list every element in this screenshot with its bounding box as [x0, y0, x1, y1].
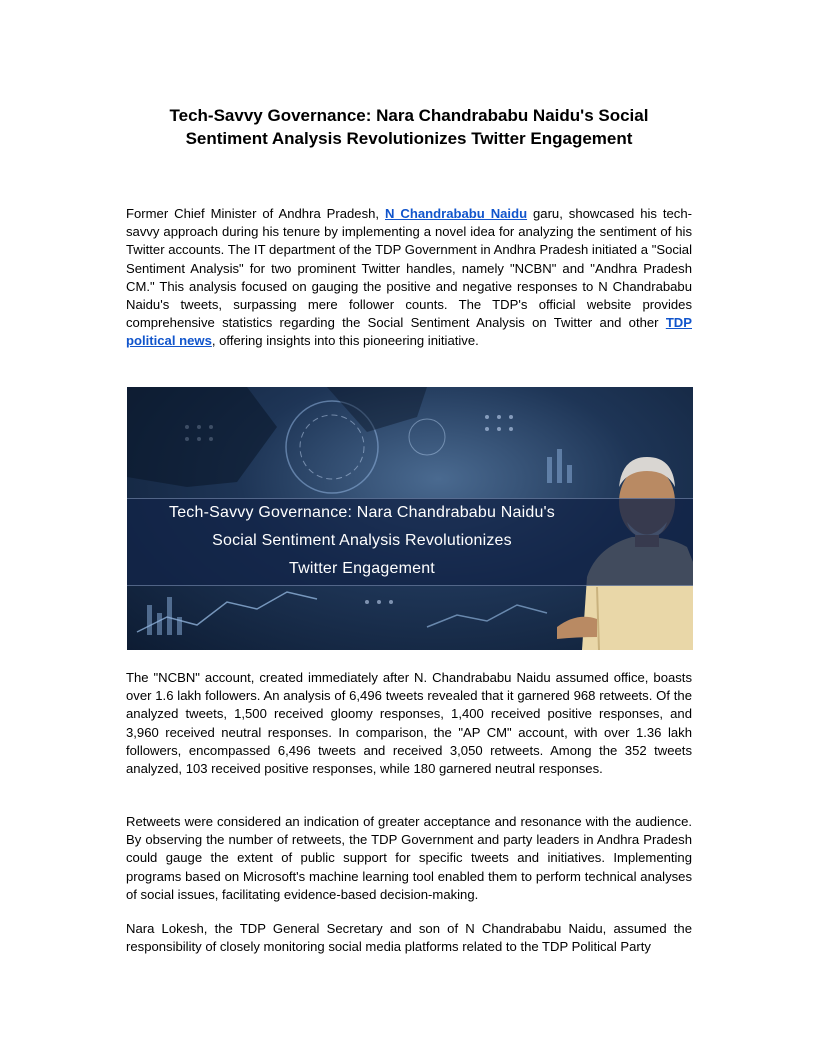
- hand-silhouette: [127, 387, 277, 487]
- title-line-2: Sentiment Analysis Revolutionizes Twitter Engagement: [185, 129, 633, 148]
- chart-line-2: [427, 605, 547, 627]
- naidu-link[interactable]: N Chandrababu Naidu: [385, 206, 528, 221]
- tdp-news-link[interactable]: TDP political news: [126, 315, 692, 349]
- data-ring-5: [409, 419, 445, 455]
- ncbn-account-paragraph: The "NCBN" account, created immediately after N. Chandrababu Naidu assumed office, boasts over 1.6 lakh followers. An analysis of 6,496 tweets revealed that it garnered 968 retweets. Of the analyzed tweets, 1,500 received gloomy responses, 1,400 received positive responses, and 3,960 received neutral responses. In comparison, the "AP CM" account, with over 1.36 lakh followers, encompassed 6,496 tweets and received 3,050 retweets. Among the 352 tweets analyzed, 103 received positive responses, while 180 garnered neutral responses.: [126, 670, 692, 777]
- data-ring-2: [300, 415, 364, 479]
- banner-line-3: Twitter Engagement: [289, 560, 435, 577]
- article-title: [126, 104, 692, 150]
- intro-text-2: garu, showcased his tech-savvy approach during his tenure by implementing a novel idea for analyzing the sentiment of his Twitter accounts. The IT department of the TDP Government in Andhra Pradesh initiated a "Social Sentiment Analysis" for two prominent Twitter handles, namely "NCBN" and "Andhra Pradesh CM." This analysis focused on gauging the positive and negative responses to N Chandrababu Naidu's tweets, surpassing mere follower counts. The TDP's official website provides comprehensive statistics regarding the Social Sentiment Analysis on Twitter and other: [126, 206, 692, 331]
- chart-line-1: [137, 592, 317, 632]
- title-line-1: Tech-Savvy Governance: Nara Chandrababu Naidu's Social: [169, 106, 649, 125]
- article-banner-image: [127, 387, 693, 650]
- intro-text-1: Former Chief Minister of Andhra Pradesh,: [126, 206, 385, 221]
- hand-silhouette-2: [327, 387, 427, 432]
- banner-line-2: Social Sentiment Analysis Revolutionizes: [212, 532, 512, 549]
- intro-paragraph: [126, 205, 692, 351]
- retweets-paragraph: Retweets were considered an indication of greater acceptance and resonance with the audience. By observing the number of retweets, the TDP Government and party leaders in Andhra Pradesh could gauge the extent of public support for specific tweets and initiatives. Implementing programs based on Microsoft's machine learning tool enabled them to perform technical analyses of social issues, facilitating evidence-based decision-making.: [126, 814, 692, 902]
- lokesh-paragraph: Nara Lokesh, the TDP General Secretary and son of N Chandrababu Naidu, assumed the responsibility of closely monitoring social media platforms related to the TDP Political Party: [126, 921, 692, 955]
- intro-text-3: , offering insights into this pioneering initiative.: [211, 333, 479, 349]
- banner-line-1: Tech-Savvy Governance: Nara Chandrababu Naidu's: [169, 504, 555, 521]
